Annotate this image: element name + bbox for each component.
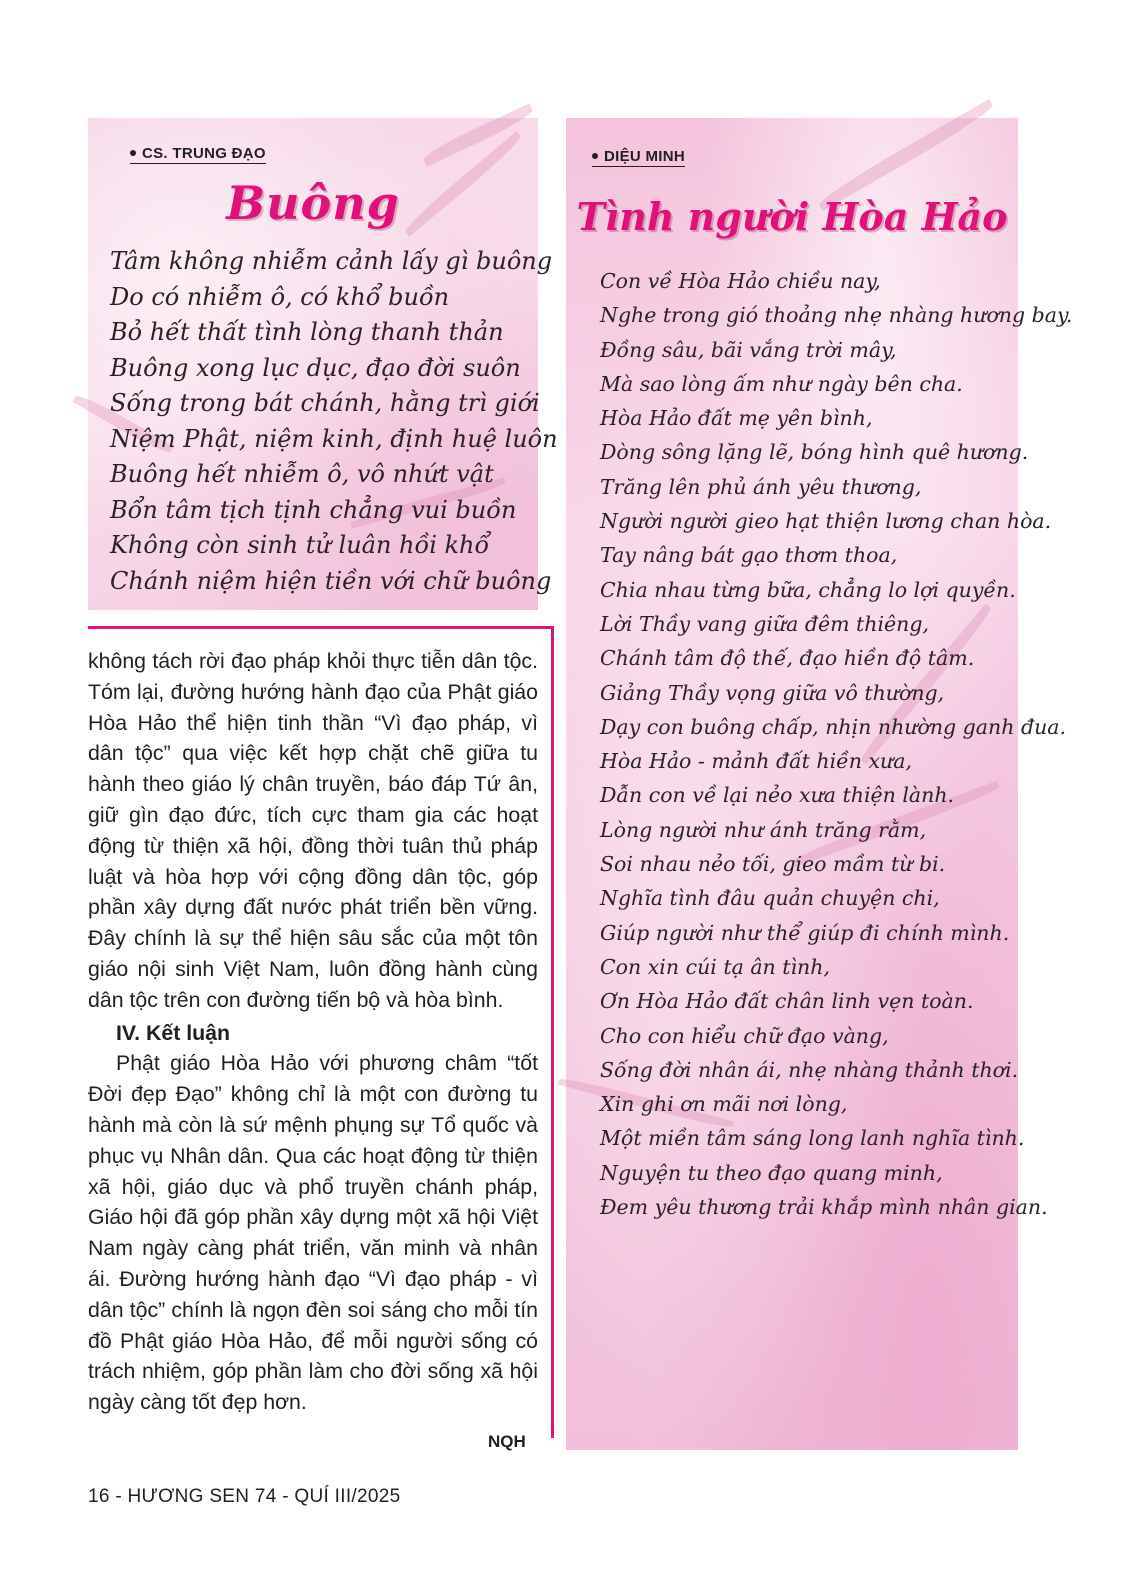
poem-line: Nguyện tu theo đạo quang minh, bbox=[600, 1160, 943, 1185]
article-signature: NQH bbox=[488, 1432, 526, 1451]
poem-line: Nghe trong gió thoảng nhẹ nhàng hương bay. bbox=[600, 303, 1073, 328]
poem-line: Tâm không nhiễm cảnh lấy gì buông bbox=[110, 247, 553, 275]
poem-line: Nghĩa tình đâu quản chuyện chi, bbox=[600, 886, 940, 911]
poem-line: Chánh tâm độ thế, đạo hiền độ tâm. bbox=[600, 646, 975, 671]
poem-author bbox=[130, 145, 266, 164]
poem-author bbox=[592, 148, 685, 167]
poem-line: Không còn sinh tử luân hồi khổ bbox=[110, 531, 490, 559]
poem-title: Buông bbox=[226, 176, 400, 230]
accent-rule-vertical bbox=[551, 626, 554, 1438]
poem-line: Sống trong bát chánh, hằng trì giới bbox=[110, 389, 540, 417]
poem-line: Sống đời nhân ái, nhẹ nhàng thảnh thơi. bbox=[600, 1057, 1019, 1082]
accent-rule-horizontal bbox=[88, 626, 554, 629]
bullet-icon bbox=[130, 150, 136, 156]
poem-line: Đem yêu thương trải khắp mình nhân gian. bbox=[600, 1195, 1048, 1220]
poem-line: Do có nhiễm ô, có khổ buồn bbox=[110, 282, 450, 311]
article-paragraph: Phật giáo Hòa Hảo với phương châm “tốt Đời đẹp Đạo” không chỉ là một con đường tu hành mà còn là sứ mệnh phụng sự Tổ quốc và phục vụ Nhân dân. Qua các hoạt động từ thiện xã hội, giáo dục và phổ truyền chánh pháp, Giáo hội đã góp phần xây dựng một xã hội Việt Nam ngày càng phát triển, văn minh và nhân ái. Đường hướng hành đạo “Vì đạo pháp - vì dân tộc” chính là ngọn đèn soi sáng cho mỗi tín đồ Phật giáo Hòa Hảo, để mỗi người sống có trách nhiệm, góp phần làm cho đời sống xã hội ngày càng tốt đẹp hơn. bbox=[88, 1051, 538, 1415]
poem-line: Tay nâng bát gạo thơm thoa, bbox=[600, 543, 898, 568]
poem-line: Buông xong lục dục, đạo đời suôn bbox=[110, 353, 521, 382]
poem-lines bbox=[600, 264, 1072, 1224]
poem-line: Hòa Hảo - mảnh đất hiền xưa, bbox=[600, 749, 912, 774]
poem-line: Người người gieo hạt thiện lương chan hòa. bbox=[600, 509, 1052, 534]
poem-line: Giảng Thầy vọng giữa vô thường, bbox=[600, 680, 945, 705]
bullet-icon bbox=[592, 153, 598, 159]
poem-line: Một miền tâm sáng long lanh nghĩa tình. bbox=[600, 1126, 1025, 1151]
poem-line: Ơn Hòa Hảo đất chân linh vẹn toàn. bbox=[600, 989, 974, 1014]
poem-line: Bổn tâm tịch tịnh chẳng vui buồn bbox=[110, 495, 517, 524]
poem-line: Con về Hòa Hảo chiều nay, bbox=[600, 269, 881, 293]
section-heading: IV. Kết luận bbox=[116, 1020, 231, 1045]
poem-line: Giúp người như thể giúp đi chính mình. bbox=[600, 920, 1010, 945]
poem-box-buong bbox=[88, 118, 558, 610]
poem-line: Buông hết nhiễm ô, vô nhứt vật bbox=[110, 460, 494, 488]
poem-line: Đồng sâu, bãi vắng trời mây, bbox=[600, 337, 897, 362]
page-footer: 16 - HƯƠNG SEN 74 - QUÍ III/2025 bbox=[88, 1486, 401, 1507]
author-name: CS. TRUNG ĐẠO bbox=[142, 145, 266, 162]
poem-line: Chia nhau từng bữa, chẳng lo lợi quyền. bbox=[600, 577, 1016, 602]
poem-line: Hòa Hảo đất mẹ yên bình, bbox=[600, 406, 873, 431]
poem-line: Soi nhau nẻo tối, gieo mầm từ bi. bbox=[600, 852, 946, 877]
poem-title: Tình người Hòa Hảo bbox=[576, 194, 1008, 239]
poem-line: Dẫn con về lại nẻo xưa thiện lành. bbox=[600, 783, 955, 808]
poem-line: Lòng người như ánh trăng rằm, bbox=[600, 817, 927, 842]
poem-line: Lời Thầy vang giữa đêm thiêng, bbox=[600, 611, 930, 636]
poem-line: Niệm Phật, niệm kinh, định huệ luôn bbox=[110, 424, 558, 453]
poem-line: Dòng sông lặng lẽ, bóng hình quê hương. bbox=[600, 440, 1029, 465]
article-body bbox=[88, 646, 538, 1418]
poem-line: Dạy con buông chấp, nhịn nhường ganh đua. bbox=[600, 714, 1067, 739]
author-name: DIỆU MINH bbox=[604, 148, 686, 165]
poem-line: Bỏ hết thất tình lòng thanh thản bbox=[110, 318, 504, 346]
poem-line: Chánh niệm hiện tiền với chữ buông bbox=[110, 566, 552, 595]
poem-line: Con xin cúi tạ ân tình, bbox=[600, 954, 830, 979]
article-paragraph: không tách rời đạo pháp khỏi thực tiễn dân tộc. Tóm lại, đường hướng hành đạo của Phật giáo Hòa Hảo thể hiện tinh thần “Vì đạo pháp, vì dân tộc” qua việc kết hợp chặt chẽ giữa tu hành theo giáo lý chân truyền, báo đáp Tứ ân, giữ gìn đạo đức, tích cực tham gia các hoạt động từ thiện xã hội, đồng thời tuân thủ pháp luật và hòa hợp với cộng đồng dân tộc, góp phần xây dựng đất nước phát triển bền vững. Đây chính là sự thể hiện sâu sắc của một tôn giáo nội sinh Việt Nam, luôn đồng hành cùng dân tộc trên con đường tiến bộ và hòa bình. bbox=[88, 649, 538, 1012]
poem-line: Cho con hiểu chữ đạo vàng, bbox=[600, 1023, 889, 1048]
poem-line: Mà sao lòng ấm như ngày bên cha. bbox=[600, 371, 963, 396]
poem-line: Xin ghi ơn mãi nơi lòng, bbox=[600, 1092, 848, 1117]
poem-line: Trăng lên phủ ánh yêu thương, bbox=[600, 474, 922, 499]
poem-box-tinh-nguoi-hoa-hao bbox=[566, 118, 1073, 1450]
poem-lines bbox=[110, 244, 558, 599]
